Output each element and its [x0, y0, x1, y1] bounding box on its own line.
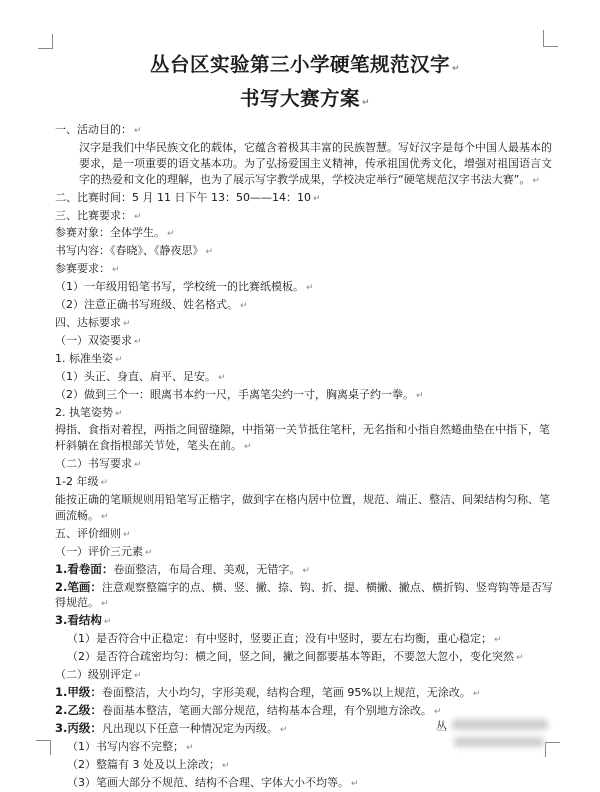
line-text: （一）评价三元素 — [55, 544, 143, 558]
document-line — [55, 387, 555, 405]
paragraph-mark: ↵ — [472, 689, 481, 699]
paragraph-mark: ↵ — [103, 617, 112, 628]
document-line — [55, 649, 555, 667]
document-line — [55, 422, 555, 456]
line-text: 参赛要求： — [55, 262, 110, 276]
line-heading: 2.乙级： — [55, 702, 102, 717]
line-text: 三、比赛要求： — [55, 208, 132, 222]
document-line — [55, 297, 555, 315]
signature-footer: 丛 — [436, 720, 447, 733]
line-text: （1）是否符合中正稳定：有中竖时，竖要正直；没有中竖时，要左右均衡，重心稳定； — [67, 632, 492, 646]
paragraph-mark: ↵ — [134, 211, 142, 222]
line-heading: 3.丙级： — [55, 720, 102, 735]
paragraph-mark: ↵ — [218, 372, 226, 383]
line-heading: 3.看结构 — [55, 613, 102, 628]
line-text: 卷面整洁，大小均匀，字形美观，结构合理，笔画 95%以上规范，无涂改。 — [101, 686, 471, 699]
paragraph-mark: ↵ — [101, 599, 109, 610]
document-line — [55, 208, 555, 226]
document-body — [55, 50, 555, 792]
document-line — [55, 474, 555, 492]
line-text: 2. 执笔姿势 — [55, 405, 113, 419]
paragraph-mark: ↵ — [222, 760, 230, 771]
line-heading: 2.笔画： — [55, 579, 102, 594]
document-line — [55, 456, 555, 474]
line-text: 参赛对象：全体学生。 — [55, 226, 165, 240]
line-text: 书写内容：《春晓》、《静夜思》 — [55, 244, 204, 258]
document-line — [55, 261, 555, 279]
paragraph-mark: ↵ — [416, 390, 424, 401]
paragraph-mark: ↵ — [123, 529, 131, 540]
document-line — [55, 279, 555, 297]
line-text: （2）做到三个一：眼离书本约一尺，手离笔尖约一寸，胸离桌子约一拳。 — [55, 387, 414, 401]
paragraph-mark: ↵ — [134, 126, 142, 136]
document-line — [55, 369, 555, 387]
line-text: （2）注意正确书写班级、姓名格式。 — [55, 298, 238, 312]
line-text: 拇指、食指对着捏，两指之间留缝隙，中指第一关节抵住笔杆，无名指和小指自然蜷曲垫在中指下，笔杆斜躺在食指根部关节处，笔头在前。 — [55, 423, 550, 453]
document-line — [55, 333, 555, 351]
line-text: （1）头正、身直、肩平、足安。 — [55, 369, 216, 383]
paragraph-mark: ↵ — [516, 653, 524, 664]
document-line — [55, 351, 555, 369]
document-line — [55, 526, 555, 544]
line-text: 注意观察整篇字的点、横、竖、撇、捺、钩、折、提、横撇、撇点、横折钩、竖弯钩等是否写得规范。 — [55, 580, 553, 610]
redacted-footer-text — [452, 719, 548, 730]
crop-mark-top-right — [543, 30, 558, 47]
document-line — [55, 757, 555, 775]
line-text: 四、达标要求 — [55, 315, 121, 329]
line-text: （2）是否符合疏密均匀：横之间，竖之间，撇之间都要基本等距，不要忽大忽小，变化突然 — [67, 650, 514, 664]
paragraph-mark: ↵ — [312, 193, 321, 204]
document-title-line-1: 丛台区实验第三小学硬笔规范汉字 ↵ — [149, 53, 461, 76]
line-text: （1）一年级用铅笔书写，学校统一的比赛纸模板。 — [55, 280, 304, 294]
paragraph-mark: ↵ — [145, 547, 153, 558]
line-text: （2）整篇有 3 处及以上涂改； — [67, 757, 220, 771]
line-text: 1. 标准坐姿 — [55, 351, 113, 365]
document-line — [55, 190, 555, 208]
line-text: （1）书写内容不完整； — [67, 739, 184, 753]
document-line — [55, 315, 555, 333]
line-text: （3）笔画大部分不规范、结构不合理、字体大小不均等。 — [67, 775, 349, 789]
paragraph-mark: ↵ — [494, 635, 502, 646]
document-line — [55, 562, 555, 580]
paragraph-mark: ↵ — [240, 301, 248, 312]
document-line — [55, 775, 555, 792]
document-title-line-2: 书写大赛方案 ↵ — [239, 87, 371, 110]
paragraph-mark: ↵ — [100, 478, 109, 489]
document-line — [55, 580, 555, 614]
paragraph-mark: ↵ — [351, 778, 359, 789]
document-line — [55, 613, 555, 631]
document-line — [55, 405, 555, 423]
line-heading: 1.甲级： — [55, 685, 102, 699]
crop-mark-top-left — [38, 34, 53, 49]
line-text: 一、活动目的： — [55, 123, 132, 136]
line-text: 卷面整洁，布局合理、美观，无错字。 — [113, 562, 301, 576]
paragraph-mark: ↵ — [112, 265, 120, 276]
line-text: 1-2 年级 — [55, 475, 99, 489]
paragraph-mark: ↵ — [306, 283, 314, 294]
paragraph-mark: ↵ — [115, 408, 123, 419]
paragraph-mark: ↵ — [134, 336, 142, 347]
crop-mark-bottom-left — [36, 740, 51, 755]
document-line — [55, 140, 555, 190]
paragraph-mark: ↵ — [433, 706, 442, 717]
document-line — [55, 667, 555, 685]
document-line — [55, 631, 555, 649]
line-text: （二）书写要求 — [55, 457, 132, 471]
paragraph-mark: ↵ — [244, 442, 252, 453]
paragraph-mark: ↵ — [134, 460, 142, 471]
line-text: （一）双姿要求 — [55, 333, 132, 347]
document-line — [55, 544, 555, 562]
paragraph-mark: ↵ — [115, 354, 123, 365]
paragraph-mark: ↵ — [205, 247, 214, 258]
document-lines — [55, 122, 555, 792]
paragraph-mark: ↵ — [167, 229, 175, 240]
document-line — [55, 492, 555, 526]
line-text: 卷面基本整洁，笔画大部分规范，结构基本合理，有个别地方涂改。 — [101, 703, 432, 717]
line-text: 能按正确的笔顺规则用铅笔写正楷字，做到字在格内居中位置，规范、端正、整洁、间架结构匀称、笔画流畅。 — [55, 493, 550, 522]
line-text: 五、评价细则 — [55, 526, 121, 540]
line-text: 二、比赛时间：5 月 11 日下午 13：50——14：10 — [55, 190, 311, 204]
paragraph-mark: ↵ — [134, 671, 142, 682]
line-text: 汉字是我们中华民族文化的载体，它蕴含着极其丰富的民族智慧。写好汉字是每个中国人最基本的要求，是一项重要的语文基本功。为了弘扬爱国主义精神，传承祖国优秀文化，增强对祖国语言文字的热爱和文化的理解，也为了展示写字教学成果，学校决定举行“硬笔规范汉字书法大赛”。 — [79, 140, 552, 186]
paragraph-mark: ↵ — [101, 511, 109, 522]
paragraph-mark: ↵ — [302, 565, 310, 576]
document-line — [55, 685, 555, 703]
document-line — [55, 243, 555, 261]
document-line — [55, 225, 555, 243]
paragraph-mark: ↵ — [186, 742, 194, 753]
paragraph-mark: ↵ — [279, 724, 288, 735]
paragraph-mark: ↵ — [532, 175, 540, 186]
line-text: （二）级别评定 — [55, 668, 132, 682]
redacted-footer-date — [454, 737, 544, 747]
line-text: 凡出现以下任意一种情况定为丙级。 — [101, 721, 278, 735]
paragraph-mark: ↵ — [123, 318, 131, 329]
line-heading: 1.看卷面： — [55, 561, 114, 576]
document-line — [55, 122, 555, 140]
